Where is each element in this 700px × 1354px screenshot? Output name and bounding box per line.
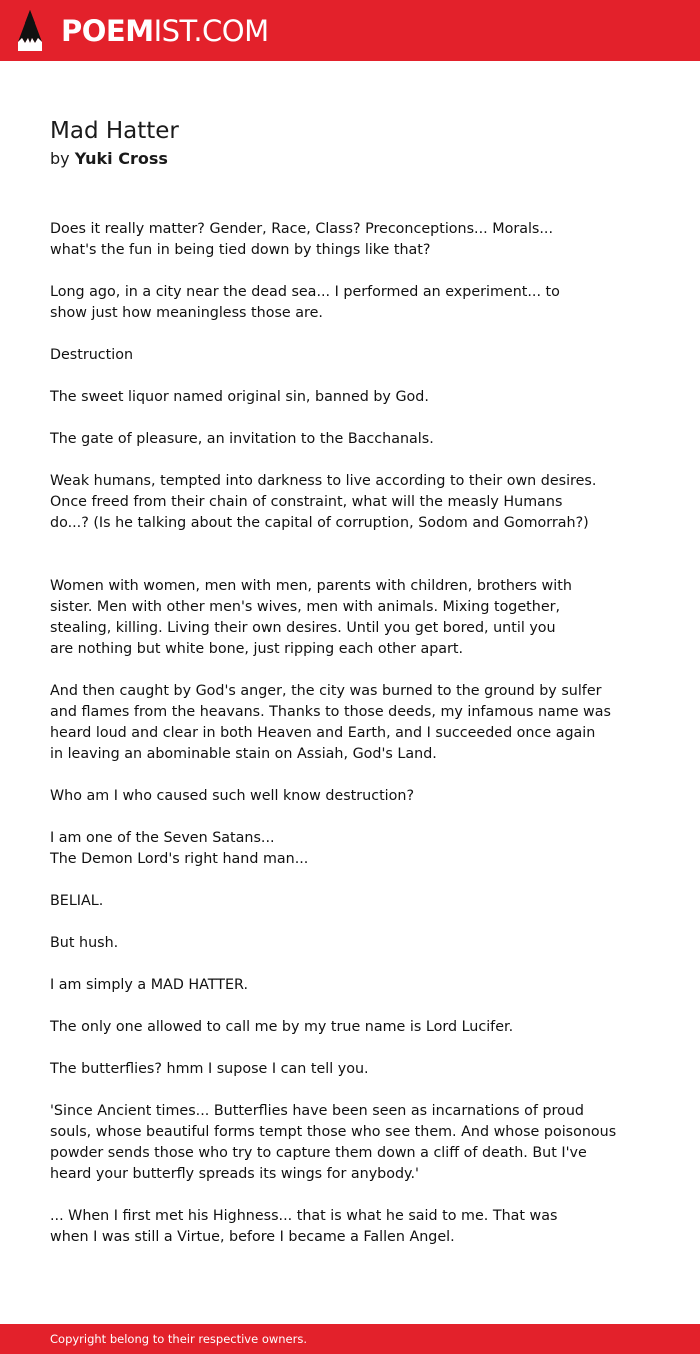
logo-light-text: IST.COM [153, 13, 269, 48]
poem-line: Destruction [50, 347, 134, 363]
poem-line: heard your butterfly spreads its wings for anybody.' [50, 1166, 419, 1182]
poem-line: ... When I first met his Highness... that is what he said to me. That was [50, 1208, 558, 1224]
logo-bold-text: POEM [61, 13, 154, 48]
poem-line: The only one allowed to call me by my true name is Lord Lucifer. [50, 1019, 514, 1035]
stanza-break [50, 660, 660, 681]
poem-line: BELIAL. [50, 893, 104, 909]
site-logo-text [61, 13, 269, 48]
stanza-break [50, 807, 660, 828]
poem-line: Women with women, men with men, parents with children, brothers with [50, 578, 572, 594]
stanza-break [50, 1080, 660, 1101]
poem-line: and flames from the heavans. Thanks to those deeds, my infamous name was [50, 704, 611, 720]
poem-body [50, 219, 660, 1248]
poem-line: But hush. [50, 935, 119, 951]
site-logo-link[interactable] [16, 8, 269, 54]
stanza-break [50, 996, 660, 1017]
poem-line: heard loud and clear in both Heaven and Earth, and I succeeded once again [50, 725, 596, 741]
poem-line: what's the fun in being tied down by things like that? [50, 242, 431, 258]
poem-byline [50, 149, 168, 169]
stanza-break [50, 366, 660, 387]
stanza-break [50, 324, 660, 345]
poem-line: I am one of the Seven Satans... [50, 830, 275, 846]
poem-line: The butterflies? hmm I supose I can tell you. [50, 1061, 369, 1077]
poem-line: stealing, killing. Living their own desires. Until you get bored, until you [50, 620, 556, 636]
stanza-break [50, 261, 660, 282]
poem-line: Weak humans, tempted into darkness to live according to their own desires. [50, 473, 597, 489]
poem-title: Mad Hatter [50, 118, 179, 144]
poem-line: And then caught by God's anger, the city was burned to the ground by sulfer [50, 683, 602, 699]
stanza-break [50, 765, 660, 786]
poem-line: The gate of pleasure, an invitation to the Bacchanals. [50, 431, 434, 447]
poem-line: show just how meaningless those are. [50, 305, 323, 321]
poem-line: Does it really matter? Gender, Race, Class? Preconceptions... Morals... [50, 221, 554, 237]
poem-line: in leaving an abominable stain on Assiah, God's Land. [50, 746, 437, 762]
poem-line: The Demon Lord's right hand man... [50, 851, 309, 867]
poem-line: when I was still a Virtue, before I became a Fallen Angel. [50, 1229, 455, 1245]
poem-line: Who am I who caused such well know destruction? [50, 788, 415, 804]
poem-line: do...? (Is he talking about the capital of corruption, Sodom and Gomorrah?) [50, 515, 589, 531]
poem-line: 'Since Ancient times... Butterflies have been seen as incarnations of proud [50, 1103, 584, 1119]
site-footer [0, 1324, 700, 1354]
stanza-break [50, 555, 660, 576]
poem-line: powder sends those who try to capture them down a cliff of death. But I've [50, 1145, 587, 1161]
poem-line: souls, whose beautiful forms tempt those who see them. And whose poisonous [50, 1124, 617, 1140]
stanza-break [50, 534, 660, 555]
stanza-break [50, 954, 660, 975]
poem-line: The sweet liquor named original sin, banned by God. [50, 389, 429, 405]
poem-line: I am simply a MAD HATTER. [50, 977, 249, 993]
stanza-break [50, 450, 660, 471]
poem-author: Yuki Cross [74, 149, 168, 168]
stanza-break [50, 1185, 660, 1206]
poem-line: are nothing but white bone, just ripping each other apart. [50, 641, 464, 657]
pencil-tip-icon [16, 9, 44, 53]
stanza-break [50, 870, 660, 891]
poem-line: Once freed from their chain of constraint, what will the measly Humans [50, 494, 563, 510]
stanza-break [50, 1038, 660, 1059]
byline-prefix: by [50, 149, 70, 168]
poem-line: sister. Men with other men's wives, men with animals. Mixing together, [50, 599, 561, 615]
stanza-break [50, 912, 660, 933]
poem-line: Long ago, in a city near the dead sea... I performed an experiment... to [50, 284, 560, 300]
footer-copyright: Copyright belong to their respective owners. [50, 1332, 308, 1346]
stanza-break [50, 408, 660, 429]
site-header [0, 0, 700, 61]
